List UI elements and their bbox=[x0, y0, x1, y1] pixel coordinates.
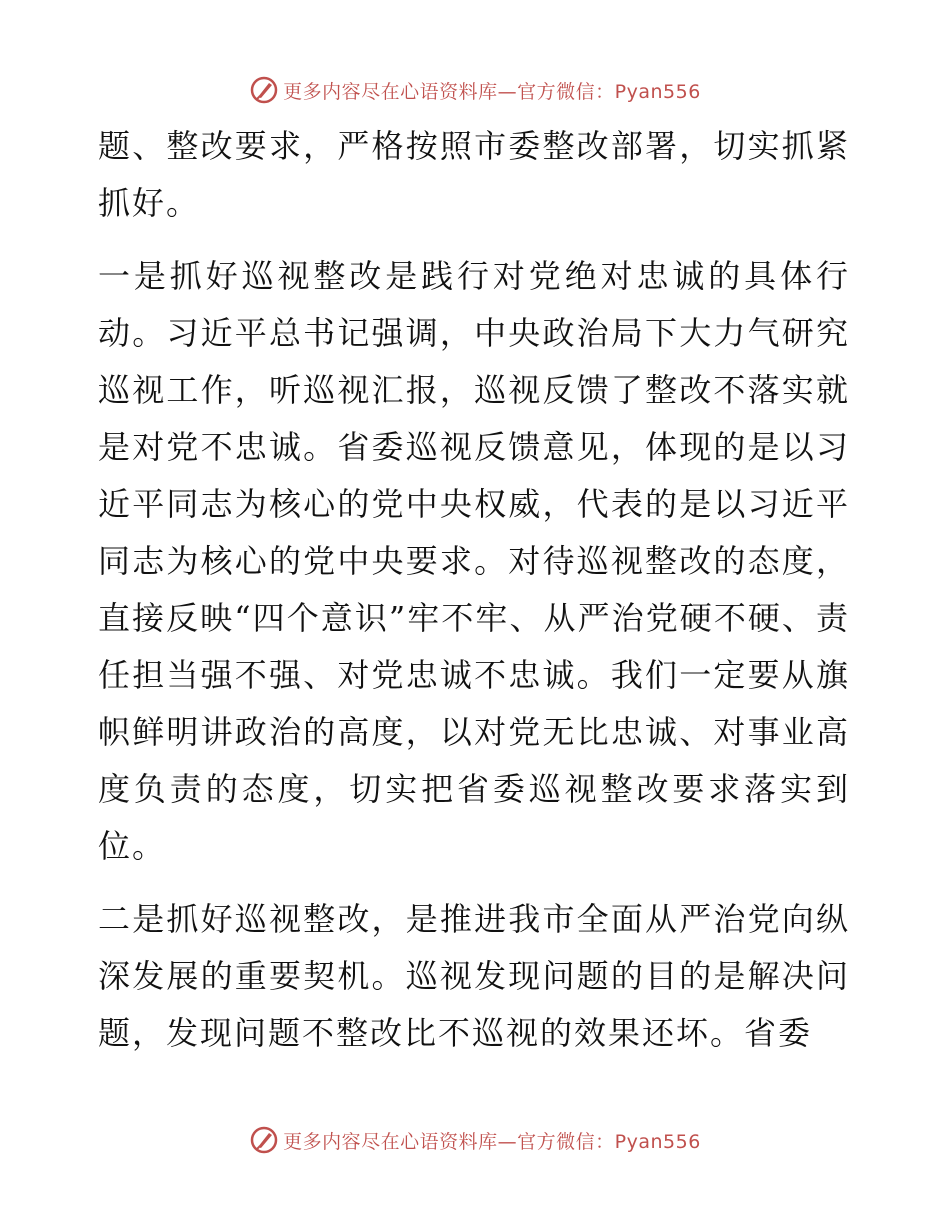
paragraph-point-one: 一是抓好巡视整改是践行对党绝对忠诚的具体行动。习近平总书记强调，中央政治局下大力气研究巡视工作，听巡视汇报，巡视反馈了整改不落实就是对党不忠诚。省委巡视反馈意见，体现的是以习近平同志为核心的党中央权威，代表的是以习近平同志为核心的党中央要求。对待巡视整改的态度，直接反映“四个意识”牢不牢、从严治党硬不硬、责任担当强不强、对党忠诚不忠诚。我们一定要从旗帜鲜明讲政治的高度，以对党无比忠诚、对事业高度负责的态度，切实把省委巡视整改要求落实到位。 bbox=[98, 257, 850, 865]
watermark-text bbox=[283, 77, 701, 104]
quill-pen-logo-icon bbox=[249, 1125, 279, 1155]
header-watermark bbox=[0, 72, 950, 108]
watermark-text bbox=[283, 1127, 701, 1154]
watermark-label: 更多内容尽在心语资料库—官方微信： bbox=[283, 1130, 615, 1153]
quill-pen-logo-icon bbox=[249, 75, 279, 105]
footer-watermark bbox=[0, 1122, 950, 1158]
watermark-wechat-id: Pyan556 bbox=[614, 80, 701, 103]
watermark-label: 更多内容尽在心语资料库—官方微信： bbox=[283, 80, 615, 103]
document-body bbox=[98, 118, 850, 1062]
paragraph-continuation: 题、整改要求，严格按照市委整改部署，切实抓紧抓好。 bbox=[98, 127, 850, 222]
paragraph-point-two: 二是抓好巡视整改，是推进我市全面从严治党向纵深发展的重要契机。巡视发现问题的目的是解决问题，发现问题不整改比不巡视的效果还坏。省委 bbox=[98, 900, 850, 1052]
watermark-wechat-id: Pyan556 bbox=[614, 1130, 701, 1153]
